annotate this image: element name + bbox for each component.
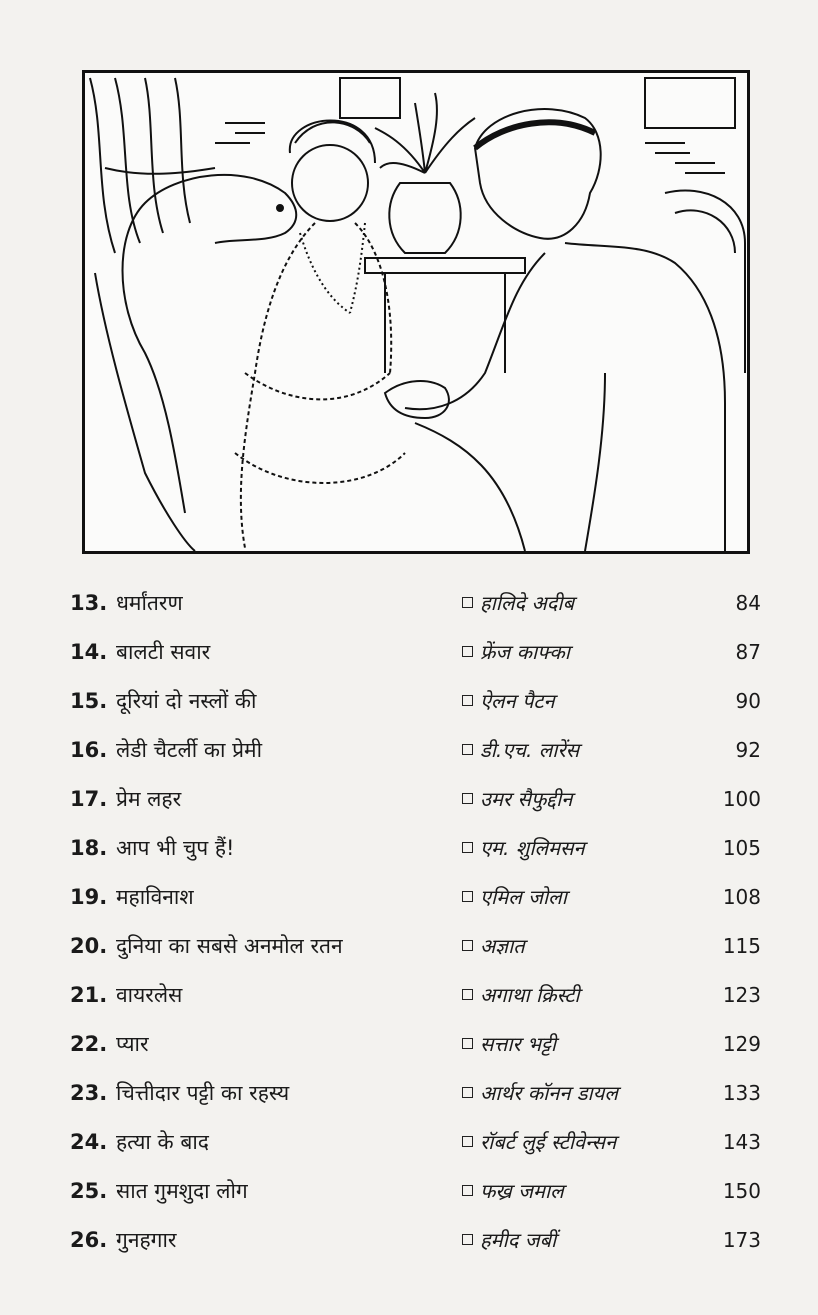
entry-title: गुनहगार — [116, 1228, 177, 1252]
author-name: फख्र जमाल — [480, 1179, 564, 1203]
checkbox-icon — [462, 1038, 473, 1049]
entry-page: 90 — [735, 689, 761, 713]
entry-number: 15. — [70, 689, 108, 713]
entry-number: 21. — [70, 983, 108, 1007]
entry-author — [462, 877, 567, 917]
entry-number: 24. — [70, 1130, 108, 1154]
author-name: एम. शुलिमसन — [480, 836, 585, 860]
author-name: रॉबर्ट लुई स्टीवेन्सन — [480, 1130, 617, 1154]
author-name: डी.एच. लारेंस — [480, 738, 580, 762]
checkbox-icon — [462, 1185, 473, 1196]
author-name: हालिदे अदीब — [480, 591, 575, 615]
entry-title: महाविनाश — [116, 885, 194, 909]
entry-number: 18. — [70, 836, 108, 860]
toc-entry[interactable] — [0, 1122, 818, 1162]
toc-entry[interactable] — [0, 681, 818, 721]
checkbox-icon — [462, 793, 473, 804]
entry-title: सात गुमशुदा लोग — [116, 1179, 248, 1203]
toc-entry[interactable] — [0, 877, 818, 917]
toc-entry[interactable] — [0, 632, 818, 672]
checkbox-icon — [462, 1234, 473, 1245]
author-name: ऐलन पैटन — [480, 689, 555, 713]
checkbox-icon — [462, 744, 473, 755]
entry-title: आप भी चुप हैं! — [116, 836, 235, 860]
entry-page: 100 — [722, 787, 761, 811]
toc-entry[interactable] — [0, 1024, 818, 1064]
entry-page: 150 — [722, 1179, 761, 1203]
entry-page: 105 — [722, 836, 761, 860]
entry-number: 13. — [70, 591, 108, 615]
checkbox-icon — [462, 1136, 473, 1147]
entry-title: लेडी चैटर्ली का प्रेमी — [116, 738, 263, 762]
checkbox-icon — [462, 989, 473, 1000]
entry-number: 23. — [70, 1081, 108, 1105]
entry-number: 14. — [70, 640, 108, 664]
entry-page: 143 — [722, 1130, 761, 1154]
checkbox-icon — [462, 646, 473, 657]
entry-number: 19. — [70, 885, 108, 909]
entry-author — [462, 583, 574, 623]
entry-author — [462, 975, 580, 1015]
checkbox-icon — [462, 891, 473, 902]
entry-page: 173 — [722, 1228, 761, 1252]
entry-title: प्यार — [116, 1032, 149, 1056]
checkbox-icon — [462, 842, 473, 853]
entry-author — [462, 828, 585, 868]
checkbox-icon — [462, 940, 473, 951]
author-name: उमर सैफुद्दीन — [480, 787, 573, 811]
entry-author — [462, 1024, 556, 1064]
entry-page: 84 — [735, 591, 761, 615]
entry-title: हत्या के बाद — [116, 1130, 209, 1154]
entry-number: 20. — [70, 934, 108, 958]
entry-page: 129 — [722, 1032, 761, 1056]
entry-author — [462, 1073, 618, 1113]
entry-page: 123 — [722, 983, 761, 1007]
entry-page: 108 — [722, 885, 761, 909]
author-name: फ्रेंज काफ्का — [480, 640, 570, 664]
entry-author — [462, 1171, 564, 1211]
checkbox-icon — [462, 597, 473, 608]
toc-entry[interactable] — [0, 1220, 818, 1260]
entry-page: 92 — [735, 738, 761, 762]
entry-author — [462, 1122, 616, 1162]
entry-title: प्रेम लहर — [116, 787, 182, 811]
toc-entry[interactable] — [0, 828, 818, 868]
entry-title: वायरलेस — [116, 983, 183, 1007]
author-name: अगाथा क्रिस्टी — [480, 983, 580, 1007]
author-name: आर्थर कॉनन डायल — [480, 1081, 618, 1105]
author-name: सत्तार भट्टी — [480, 1032, 557, 1056]
checkbox-icon — [462, 695, 473, 706]
entry-author — [462, 1220, 556, 1260]
entry-number: 25. — [70, 1179, 108, 1203]
checkbox-icon — [462, 1087, 473, 1098]
entry-page: 133 — [722, 1081, 761, 1105]
entry-author — [462, 779, 572, 819]
toc-entry[interactable] — [0, 1073, 818, 1113]
entry-number: 16. — [70, 738, 108, 762]
entry-title: दूरियां दो नस्लों की — [116, 689, 257, 713]
toc-entry[interactable] — [0, 1171, 818, 1211]
entry-number: 26. — [70, 1228, 108, 1252]
entry-title: दुनिया का सबसे अनमोल रतन — [116, 934, 343, 958]
entry-title: धर्मांतरण — [116, 591, 183, 615]
author-name: अज्ञात — [480, 934, 525, 958]
entry-page: 115 — [722, 934, 761, 958]
entry-author — [462, 632, 570, 672]
entry-author — [462, 926, 525, 966]
entry-page: 87 — [735, 640, 761, 664]
toc-entry[interactable] — [0, 583, 818, 623]
toc-entry[interactable] — [0, 779, 818, 819]
author-name: हमीद जबीं — [480, 1228, 557, 1252]
toc-entry[interactable] — [0, 975, 818, 1015]
toc-entry[interactable] — [0, 926, 818, 966]
entry-number: 17. — [70, 787, 108, 811]
entry-title: चित्तीदार पट्टी का रहस्य — [116, 1081, 290, 1105]
toc-entry[interactable] — [0, 730, 818, 770]
entry-title: बालटी सवार — [116, 640, 211, 664]
author-name: एमिल जोला — [480, 885, 567, 909]
entry-author — [462, 730, 579, 770]
entry-number: 22. — [70, 1032, 108, 1056]
entry-author — [462, 681, 555, 721]
